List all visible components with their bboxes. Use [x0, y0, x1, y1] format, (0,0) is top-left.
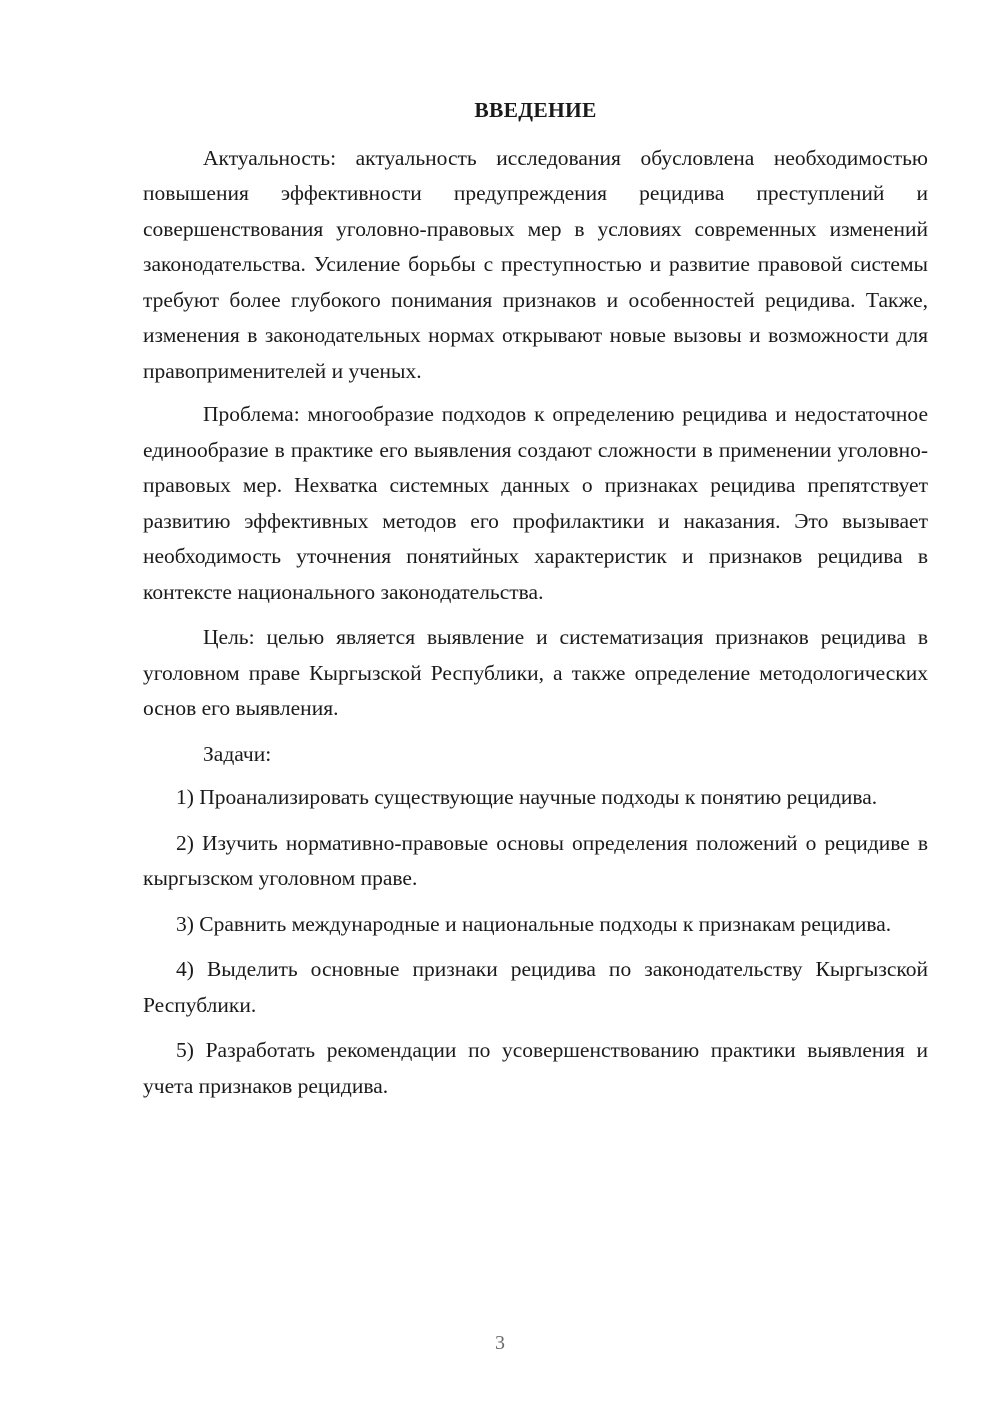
task-item-5: 5) Разработать рекомендации по усовершенствованию практики выявления и учета признаков рецидива. — [143, 1038, 928, 1098]
task-item-4: 4) Выделить основные признаки рецидива по законодательству Кыргызской Республики. — [143, 957, 928, 1017]
section-title: ВВЕДЕНИЕ — [474, 98, 597, 122]
task-item-3: 3) Сравнить международные и национальные подходы к признакам рецидива. — [176, 911, 892, 936]
tasks-list — [143, 780, 928, 1104]
task-item-1: 1) Проанализировать существующие научные подходы к понятию рецидива. — [176, 785, 878, 809]
page-number: 3 — [495, 1332, 505, 1354]
paragraph-goal: Цель: целью является выявление и систематизация признаков рецидива в уголовном праве Кыргызской Республики, а также определение методологических основ его выявления. — [143, 625, 928, 720]
task-item-2: 2) Изучить нормативно-правовые основы определения положений о рецидиве в кыргызском уголовном праве. — [143, 830, 928, 890]
page-content — [143, 93, 928, 1114]
paragraph-relevance: Актуальность: актуальность исследования обусловлена необходимостью повышения эффективности предупреждения рецидива преступлений и совершенствования уголовно-правовых мер в условиях современных изменений законодательства. Усиление борьбы с преступностью и развитие правовой системы требуют более глубокого понимания признаков и особенностей рецидива. Также, изменения в законодательных нормах открывают новые вызовы и возможности для правоприменителей и ученых. — [143, 145, 928, 383]
tasks-label: Задачи: — [203, 741, 272, 766]
paragraph-problem: Проблема: многообразие подходов к определению рецидива и недостаточное единообразие в практике его выявления создают сложности в применении уголовно-правовых мер. Нехватка системных данных о признаках рецидива препятствует развитию эффективных методов его профилактики и наказания. Это вызывает необходимость уточнения понятийных характеристик и признаков рецидива в контексте национального законодательства. — [143, 402, 928, 604]
